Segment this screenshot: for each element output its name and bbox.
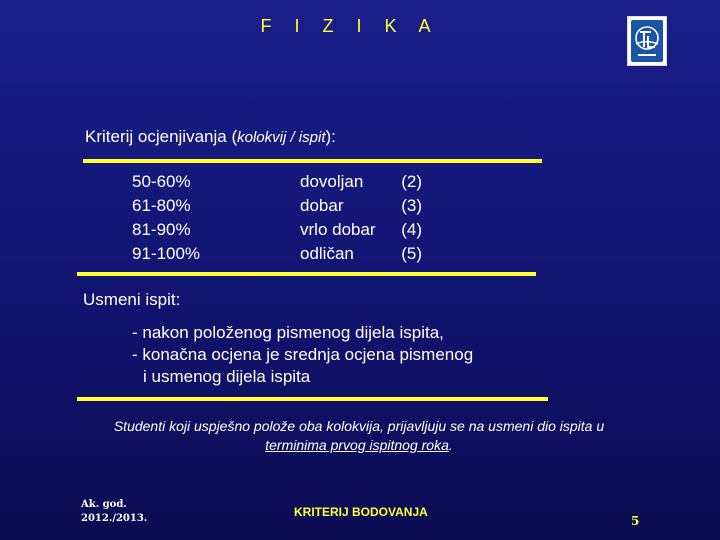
range-item: 61-80%: [132, 196, 191, 215]
subtitle-italic: kolokvij / ispit: [237, 129, 326, 146]
oral-exam-details: [132, 322, 473, 388]
grade-name: dovoljan: [300, 172, 364, 191]
subtitle-prefix: Kriterij ocjenjivanja (: [85, 127, 238, 146]
grade-number: (2): [401, 172, 422, 191]
divider-middle: [77, 272, 536, 276]
student-note: [74, 417, 644, 455]
grading-criteria-heading: [85, 127, 336, 147]
range-item: 81-90%: [132, 220, 191, 239]
oral-line: - konačna ocjena je srednja ocjena pismenog: [132, 345, 474, 364]
note-period: .: [448, 437, 453, 453]
faculty-logo-icon: [627, 16, 667, 66]
divider-bottom: [77, 397, 548, 401]
oral-exam-heading: Usmeni ispit:: [83, 290, 181, 309]
divider-top: [83, 159, 542, 163]
oral-line: - nakon položenog pismenog dijela ispita,: [132, 323, 444, 342]
range-item: 50-60%: [132, 172, 191, 191]
grade-number: (5): [401, 244, 422, 263]
academic-year-label: Ak. god.: [81, 499, 127, 510]
academic-year: [81, 498, 147, 526]
note-line-2: [74, 436, 644, 455]
grade-number: (3): [401, 196, 422, 215]
grade-number: (4): [401, 220, 422, 239]
grade-name: vrlo dobar: [300, 220, 376, 239]
note-line-1: Studenti koji uspješno polože oba kolokvija, prijavljuju se na usmeni dio ispita u: [113, 418, 605, 434]
note-underlined-text: terminima prvog ispitnog roka: [265, 437, 449, 453]
grade-list: [300, 170, 422, 266]
grade-row: [300, 170, 422, 194]
subtitle-suffix: ):: [325, 127, 336, 146]
grade-name: dobar: [300, 196, 344, 215]
oral-line: i usmenog dijela ispita: [143, 367, 311, 386]
grade-name: odličan: [300, 244, 354, 263]
percentage-ranges: [132, 170, 200, 266]
footer-title: KRITERIJ BODOVANJA: [294, 505, 428, 519]
grade-row: [300, 218, 422, 242]
range-item: 91-100%: [132, 244, 201, 263]
grade-row: [300, 242, 422, 266]
academic-year-value: 2012./2013.: [81, 513, 148, 524]
page-number: 5: [631, 514, 640, 528]
grade-row: [300, 194, 422, 218]
slide-title: F I Z I K A: [260, 16, 440, 36]
